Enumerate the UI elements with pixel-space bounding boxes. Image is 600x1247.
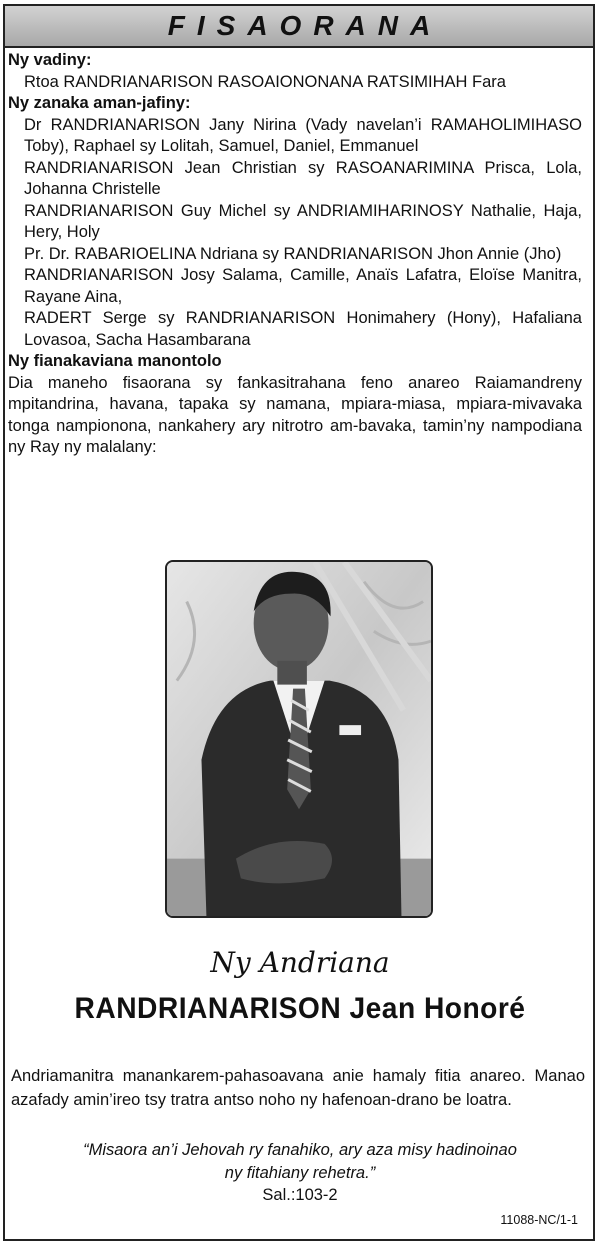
family-section	[8, 50, 582, 459]
widow-label: Ny vadiny:	[8, 51, 92, 69]
thanks-text: Dia maneho fisaorana sy fankasitrahana feno anareo Raiamandreny mpitandrina, havana, tapaka sy namana, mpiara-miasa, mpiara-mivavaka tonga nampionona, nankahery ary nitrotro am-bavaka, tamin’ny nampodiana ny Ray ny malalany:	[8, 373, 582, 456]
header-banner	[5, 6, 593, 48]
children-entry: RANDRIANARISON Guy Michel sy ANDRIAMIHARINOSY Nathalie, Haja, Hery, Holy	[24, 201, 582, 241]
quote-reference: Sal.:103-2	[262, 1186, 338, 1204]
reference-code: 11088-NC/1-1	[500, 1213, 578, 1227]
deceased-name: RANDRIANARISON Jean Honoré	[74, 992, 526, 1025]
children-entry: Pr. Dr. RABARIOELINA Ndriana sy RANDRIANARISON Jhon Annie (Jho)	[24, 244, 562, 263]
quote-line-2: ny fitahiany rehetra.”	[224, 1164, 376, 1182]
children-label: Ny zanaka aman-jafiny:	[8, 94, 191, 112]
bible-quote	[0, 1139, 600, 1185]
children-entry: Dr RANDRIANARISON Jany Nirina (Vady navelan’i RAMAHOLIMIHASO Toby), Raphael sy Lolitah, Samuel, Daniel, Emmanuel	[24, 115, 582, 155]
honorific-title: Ny Andriana	[210, 946, 390, 979]
family-label: Ny fianakaviana manontolo	[8, 352, 222, 370]
children-entry: RADERT Serge sy RANDRIANARISON Honimahery (Hony), Hafaliana Lovasoa, Sacha Hasambarana	[24, 309, 582, 349]
page-title: FISAORANA	[167, 10, 443, 41]
children-entry: RANDRIANARISON Josy Salama, Camille, Anaïs Lafatra, Eloïse Manitra, Rayane Aina,	[24, 266, 582, 306]
widow-name: Rtoa RANDRIANARISON RASOAIONONANA RATSIMIHAH Fara	[24, 72, 506, 91]
closing-text: Andriamanitra manankarem-pahasoavana anie hamaly fitia anareo. Manao azafady amin’ireo tsy tratra antso noho ny hafenoan-drano be loatra.	[11, 1067, 585, 1109]
children-entry: RANDRIANARISON Jean Christian sy RASOANARIMINA Prisca, Lola, Johanna Christelle	[24, 158, 582, 198]
quote-line-1: “Misaora an’i Jehovah ry fanahiko, ary aza misy hadinoinao	[83, 1141, 517, 1159]
portrait-photo	[165, 560, 433, 918]
